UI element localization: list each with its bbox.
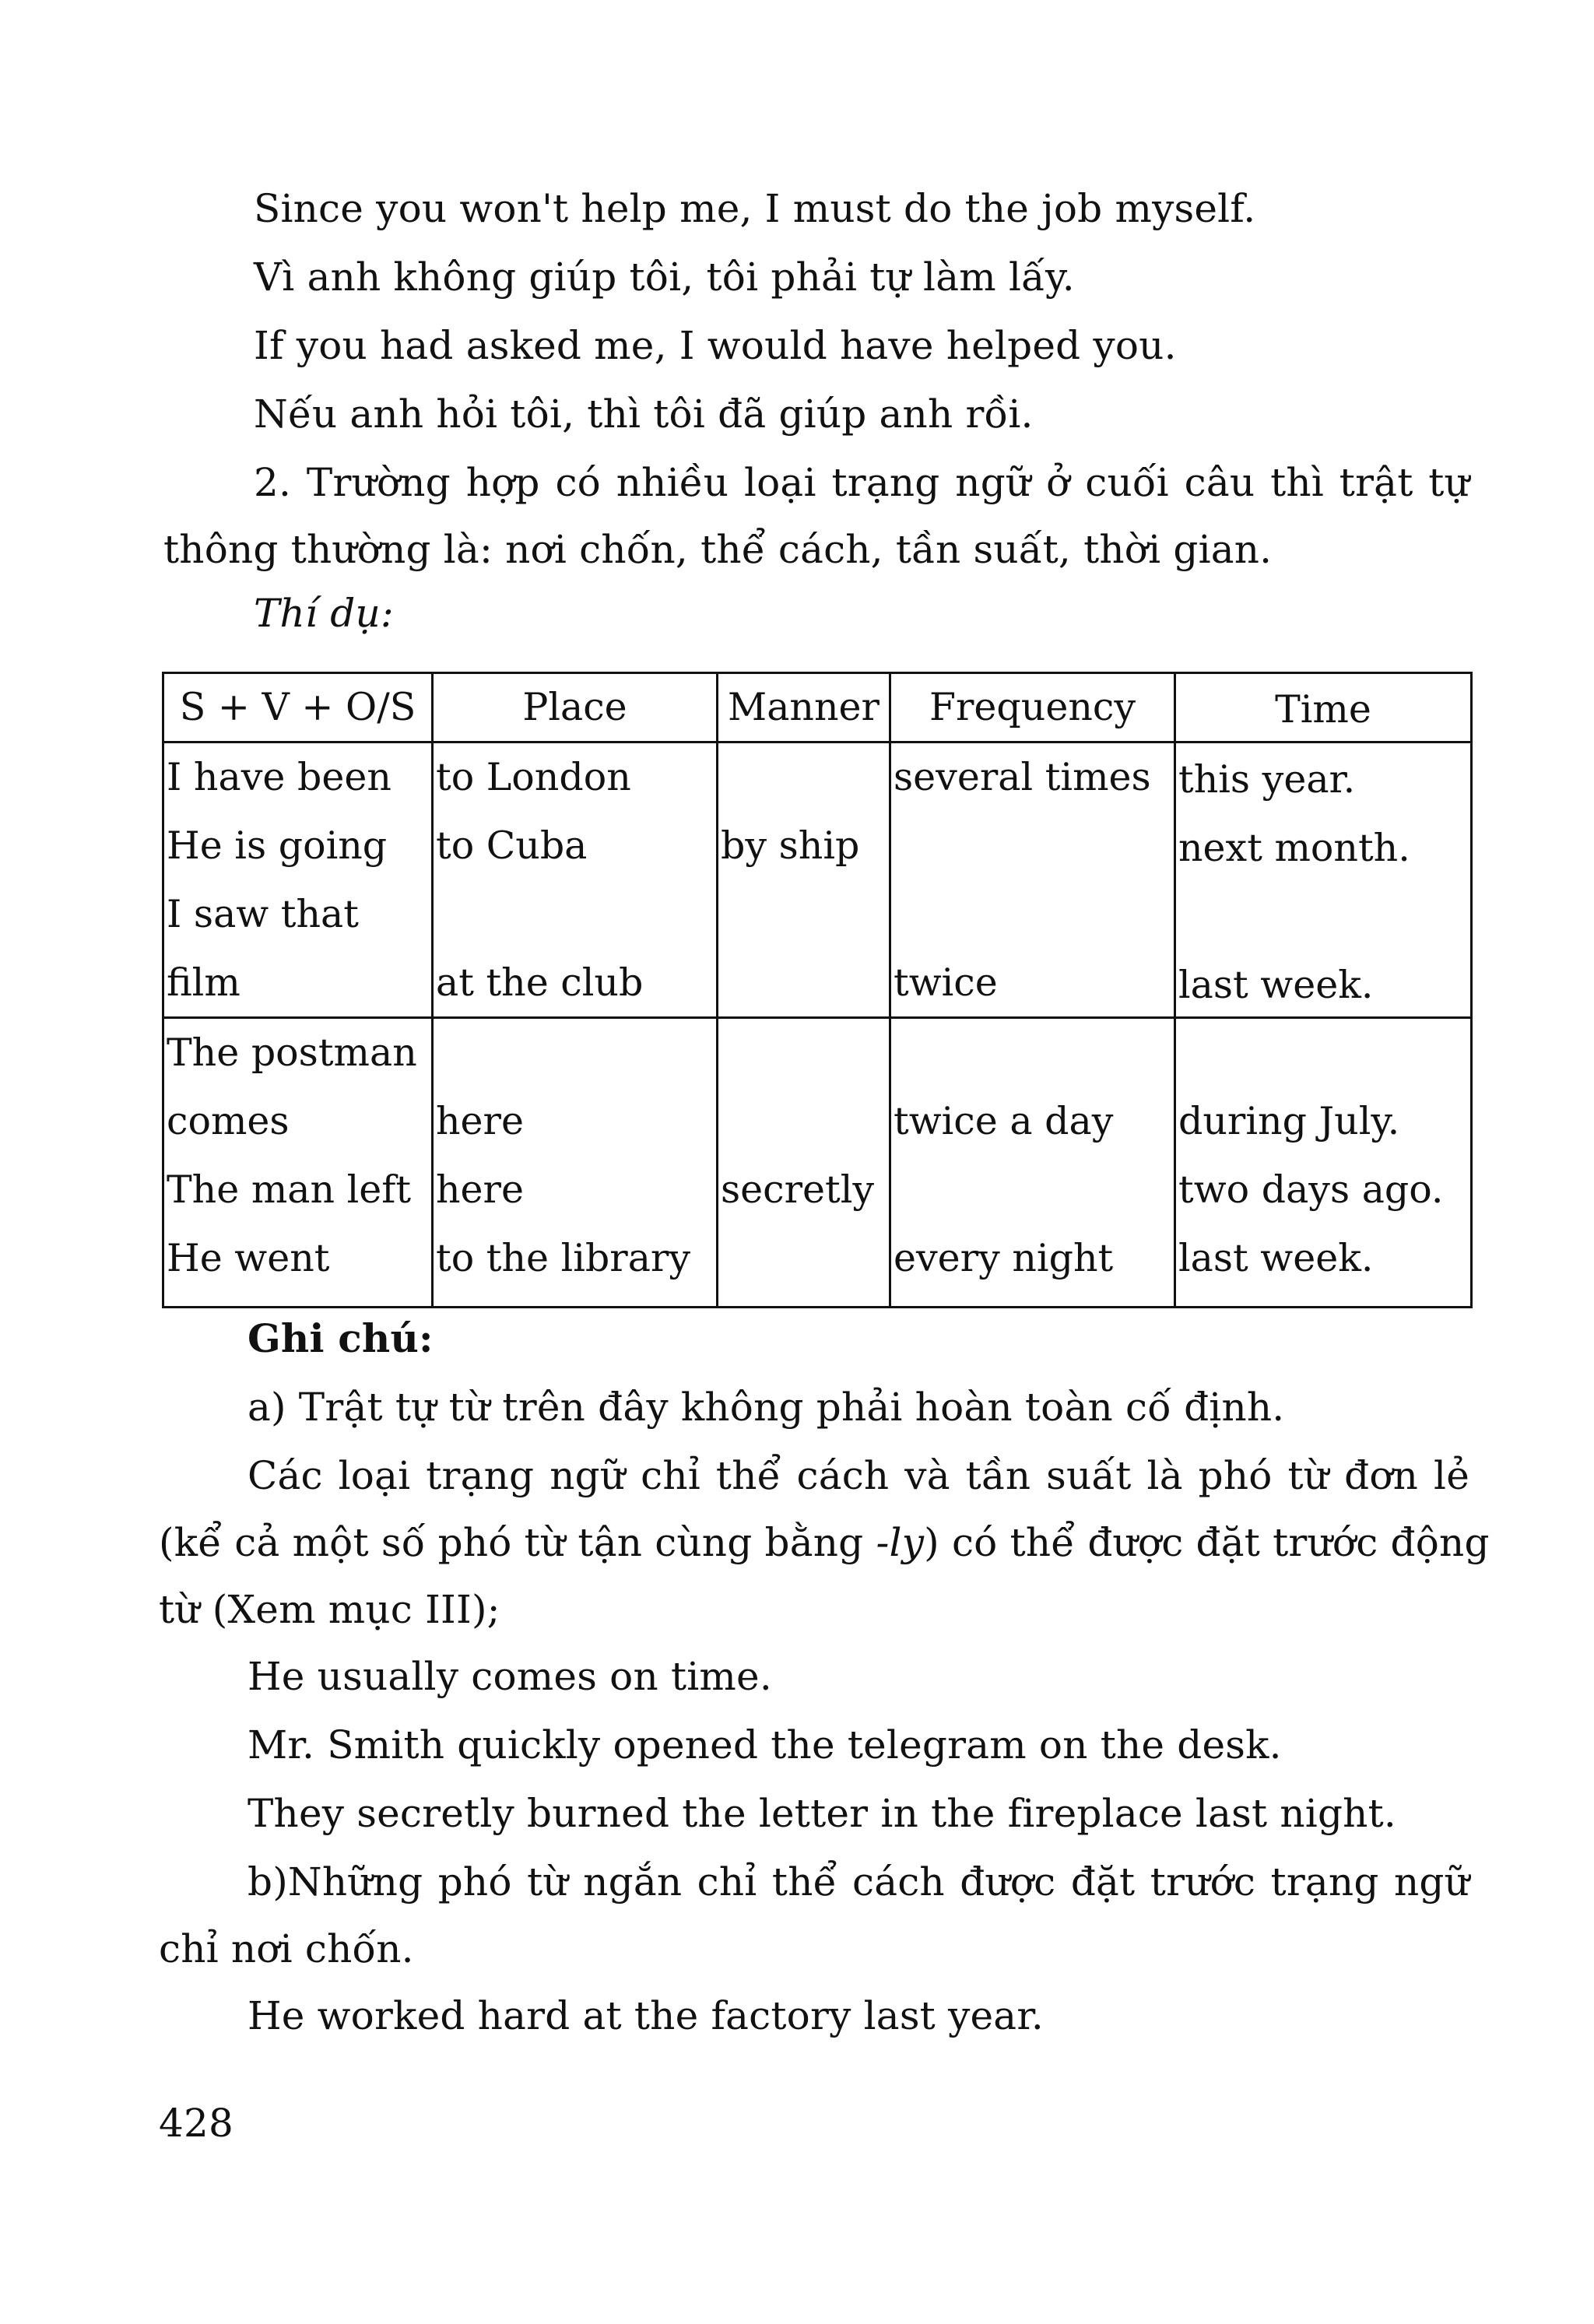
- table-cell: secretly: [721, 1167, 875, 1212]
- table-cell: this year.: [1178, 757, 1356, 802]
- table-border-right: [1470, 672, 1473, 1308]
- table-col-sep-4: [1174, 672, 1176, 1308]
- table-col-sep-3: [889, 672, 891, 1308]
- note-a: a) Trật tự từ trên đây không phải hoàn toàn cố định.: [248, 1385, 1285, 1430]
- notes-title: Ghi chú:: [248, 1315, 434, 1361]
- table-cell: by ship: [721, 823, 860, 868]
- table-cell: twice a day: [894, 1099, 1114, 1143]
- table-cell: at the club: [436, 960, 644, 1005]
- table-col-sep-2: [716, 672, 718, 1308]
- page-number: 428: [159, 2101, 234, 2146]
- sentence-en-2: If you had asked me, I would have helped you.: [254, 323, 1177, 368]
- sentence-vi-1: Vì anh không giúp tôi, tôi phải tự làm lấy.: [254, 255, 1075, 300]
- note-text: ) có thể được đặt trước động: [924, 1520, 1490, 1565]
- example-label: Thí dụ:: [254, 591, 394, 636]
- note-paragraph-line-3: từ (Xem mục III);: [159, 1587, 500, 1632]
- table-border-left: [162, 672, 164, 1308]
- example-sentence-3: They secretly burned the letter in the fireplace last night.: [248, 1791, 1396, 1836]
- note-paragraph-line-1: Các loại trạng ngữ chỉ thể cách và tần suất là phó từ đơn lẻ: [248, 1453, 1469, 1498]
- table-cell: last week.: [1178, 963, 1374, 1007]
- table-cell: comes: [167, 1099, 290, 1143]
- table-cell: I have been: [167, 755, 391, 799]
- note-b-line-2: chỉ nơi chốn.: [159, 1926, 414, 1971]
- note-paragraph-line-2: [159, 1519, 1490, 1566]
- table-border-top: [162, 672, 1473, 674]
- table-cell: last week.: [1178, 1236, 1374, 1280]
- table-cell: The man left: [167, 1167, 412, 1212]
- table-cell: I saw that: [167, 892, 359, 936]
- example-sentence-1: He usually comes on time.: [248, 1654, 772, 1699]
- table-cell: here: [436, 1099, 524, 1143]
- sentence-vi-2: Nếu anh hỏi tôi, thì tôi đã giúp anh rồi.: [254, 391, 1034, 437]
- note-b-line-1: b)Những phó từ ngắn chỉ thể cách được đặt trước trạng ngữ: [248, 1859, 1469, 1904]
- header-time: Time: [1275, 687, 1371, 732]
- adverb-order-table: [162, 672, 1473, 1308]
- table-cell: He went: [167, 1236, 330, 1280]
- table-group-separator: [162, 1016, 1473, 1019]
- example-sentence-4: He worked hard at the factory last year.: [248, 1993, 1045, 2038]
- table-cell: every night: [894, 1236, 1114, 1280]
- table-cell: next month.: [1178, 826, 1410, 870]
- table-cell: to the library: [436, 1236, 691, 1280]
- note-text: (kể cả một số phó từ tận cùng bằng: [159, 1520, 876, 1565]
- example-sentence-2: Mr. Smith quickly opened the telegram on the desk.: [248, 1722, 1282, 1768]
- table-cell: two days ago.: [1178, 1167, 1444, 1212]
- table-header-separator: [162, 741, 1473, 743]
- table-cell: The postman: [167, 1030, 417, 1075]
- rule-2-line-1: 2. Trường hợp có nhiều loại trạng ngữ ở cuối câu thì trật tự: [254, 460, 1469, 505]
- sentence-en-1: Since you won't help me, I must do the job myself.: [254, 186, 1256, 231]
- table-cell: twice: [894, 960, 998, 1005]
- table-cell: film: [167, 960, 241, 1005]
- table-col-sep-1: [431, 672, 434, 1308]
- table-border-bottom: [162, 1306, 1473, 1308]
- suffix-ly: -ly: [876, 1520, 925, 1565]
- table-cell: during July.: [1178, 1099, 1400, 1143]
- header-place: Place: [522, 685, 627, 729]
- header-frequency: Frequency: [929, 685, 1136, 729]
- table-cell: here: [436, 1167, 524, 1212]
- rule-2-line-2: thông thường là: nơi chốn, thể cách, tần suất, thời gian.: [163, 527, 1273, 572]
- table-cell: several times: [894, 755, 1151, 799]
- table-cell: to Cuba: [436, 823, 588, 868]
- table-cell: He is going: [167, 823, 388, 868]
- header-subject: S + V + O/S: [179, 685, 416, 729]
- header-manner: Manner: [728, 685, 880, 729]
- table-cell: to London: [436, 755, 631, 799]
